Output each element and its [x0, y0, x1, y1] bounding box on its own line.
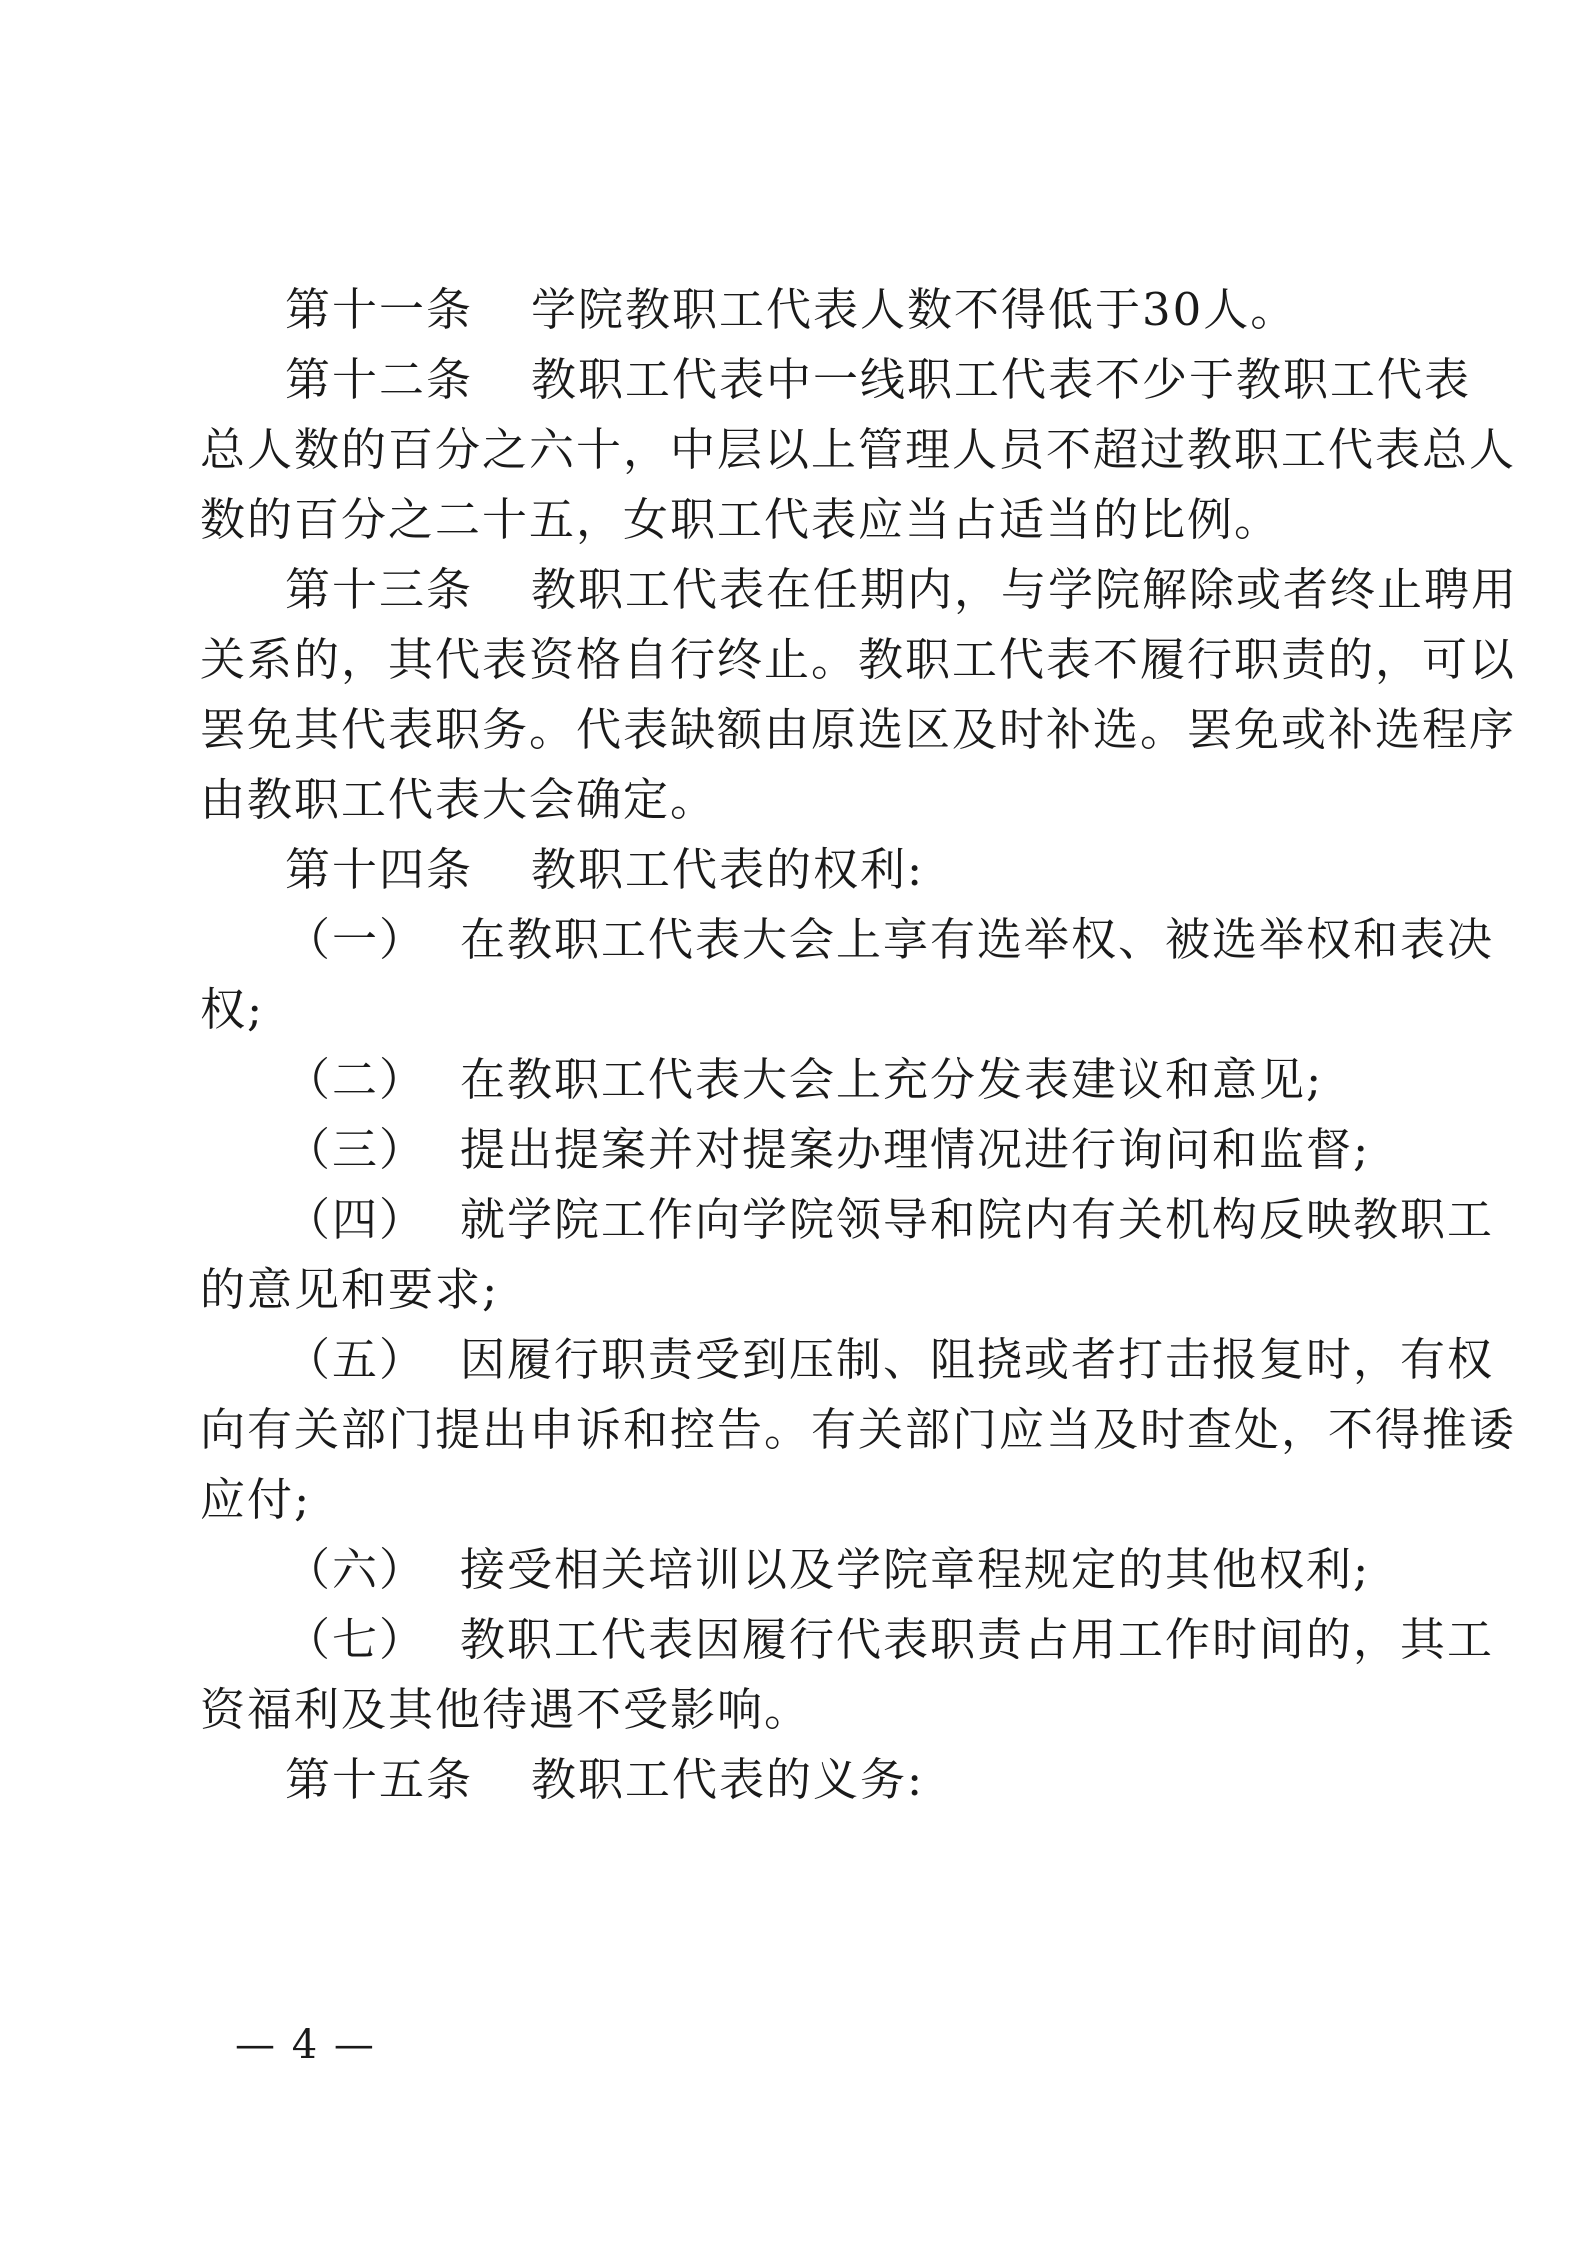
item-text: 教职工代表因履行代表职责占用工作时间的，其工	[460, 1613, 1495, 1666]
rights-item-4-line-1	[285, 1190, 1587, 1250]
article-13-line-1	[285, 560, 1587, 620]
article-12-line-2: 总人数的百分之六十，中层以上管理人员不超过教职工代表总人	[200, 423, 1517, 476]
rights-item-2	[285, 1050, 1587, 1110]
item-label: （一）	[285, 913, 427, 966]
article-13-line-2: 关系的，其代表资格自行终止。教职工代表不履行职责的，可以	[200, 633, 1517, 686]
article-number: 第十二条	[285, 353, 474, 406]
article-text: 教职工代表中一线职工代表不少于教职工代表	[531, 353, 1472, 406]
article-text: 教职工代表的权利:	[531, 843, 925, 896]
item-label: （三）	[285, 1123, 427, 1176]
rights-item-3	[285, 1120, 1587, 1180]
rights-item-7-line-1	[285, 1610, 1587, 1670]
item-text: 在教职工代表大会上充分发表建议和意见;	[460, 1053, 1324, 1106]
rights-item-1-line-2: 权;	[200, 983, 265, 1036]
rights-item-5-line-1	[285, 1330, 1587, 1390]
rights-item-7-line-2: 资福利及其他待遇不受影响。	[200, 1683, 812, 1736]
article-text: 学院教职工代表人数不得低于30人。	[531, 283, 1298, 336]
item-label: （六）	[285, 1543, 427, 1596]
rights-item-5-line-2: 向有关部门提出申诉和控告。有关部门应当及时查处，不得推诿	[200, 1403, 1517, 1456]
item-text: 在教职工代表大会上享有选举权、被选举权和表决	[460, 913, 1495, 966]
page-number: — 4 —	[235, 2022, 376, 2068]
item-text: 提出提案并对提案办理情况进行询问和监督;	[460, 1123, 1371, 1176]
article-text: 教职工代表在任期内，与学院解除或者终止聘用	[531, 563, 1519, 616]
rights-item-6	[285, 1540, 1587, 1600]
article-15	[285, 1750, 1587, 1810]
item-text: 因履行职责受到压制、阻挠或者打击报复时，有权	[460, 1333, 1495, 1386]
item-label: （七）	[285, 1613, 427, 1666]
article-number: 第十五条	[285, 1753, 474, 1806]
article-number: 第十四条	[285, 843, 474, 896]
item-label: （四）	[285, 1193, 427, 1246]
article-text: 教职工代表的义务:	[531, 1753, 925, 1806]
item-text: 接受相关培训以及学院章程规定的其他权利;	[460, 1543, 1371, 1596]
article-11	[285, 280, 1587, 340]
article-12-line-1	[285, 350, 1587, 410]
rights-item-1-line-1	[285, 910, 1587, 970]
item-text: 就学院工作向学院领导和院内有关机构反映教职工	[460, 1193, 1495, 1246]
item-label: （二）	[285, 1053, 427, 1106]
article-12-line-3: 数的百分之二十五，女职工代表应当占适当的比例。	[200, 493, 1282, 546]
article-14	[285, 840, 1587, 900]
article-number: 第十三条	[285, 563, 474, 616]
article-13-line-3: 罢免其代表职务。代表缺额由原选区及时补选。罢免或补选程序	[200, 703, 1517, 756]
rights-item-4-line-2: 的意见和要求;	[200, 1263, 500, 1316]
article-13-line-4: 由教职工代表大会确定。	[200, 773, 718, 826]
item-label: （五）	[285, 1333, 427, 1386]
article-number: 第十一条	[285, 283, 474, 336]
rights-item-5-line-3: 应付;	[200, 1473, 312, 1526]
